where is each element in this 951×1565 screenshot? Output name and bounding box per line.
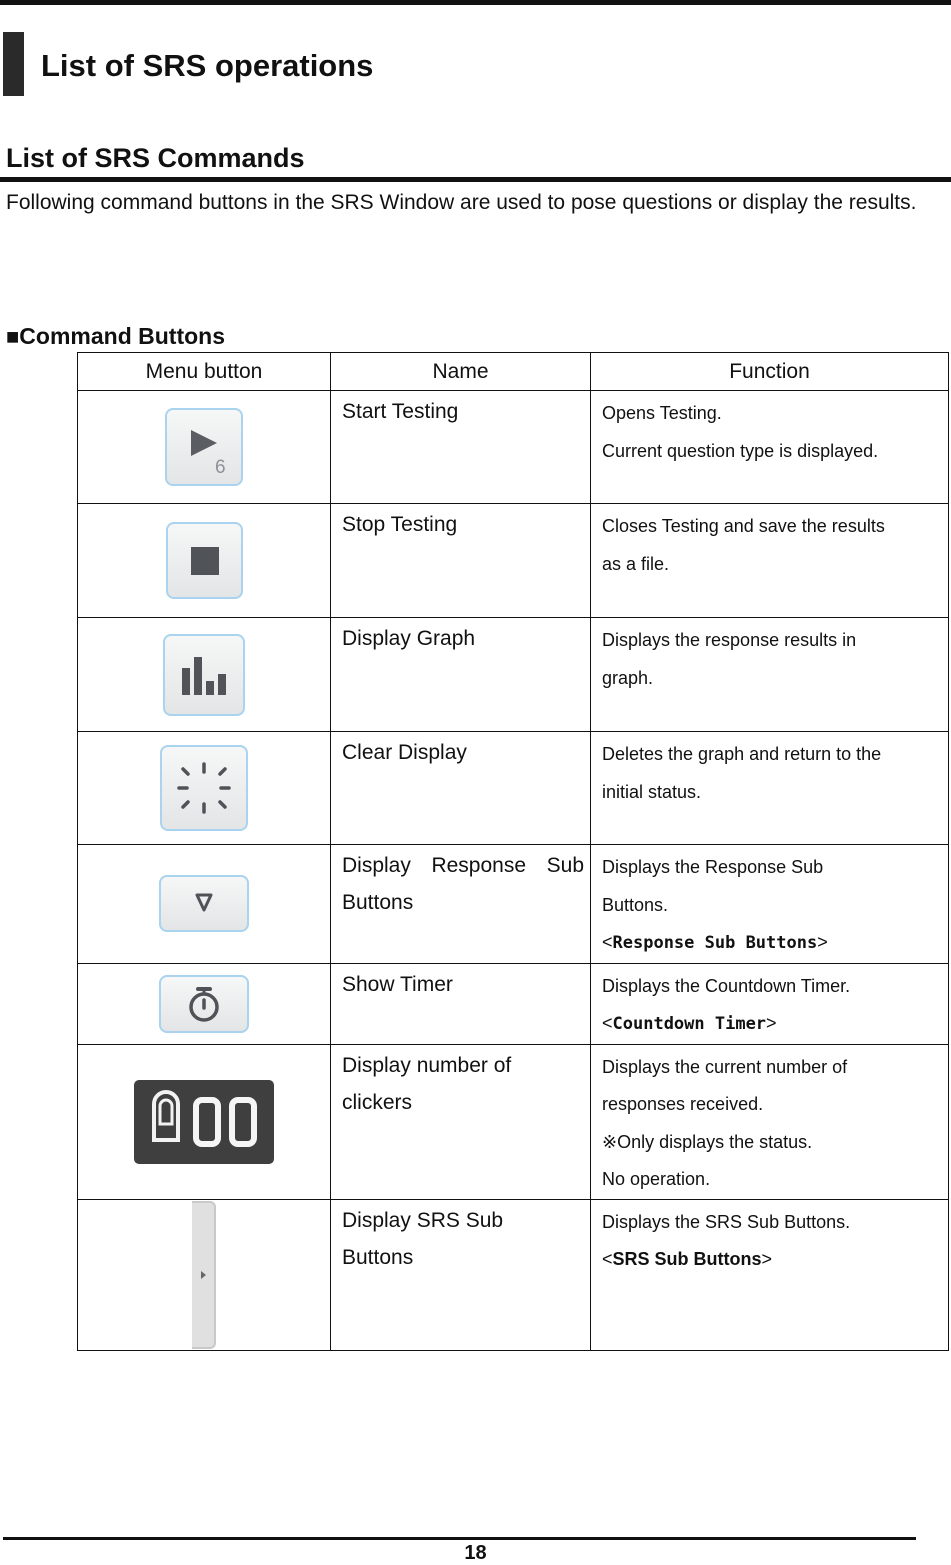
- table-row: [78, 618, 949, 732]
- subsection-title: [6, 323, 225, 350]
- function-line: Displays the SRS Sub Buttons.: [602, 1211, 851, 1232]
- name-cell: Show Timer: [331, 963, 591, 1044]
- name-line: Display SRS Sub: [342, 1208, 504, 1232]
- response-sub-buttons-link[interactable]: Response Sub Buttons: [612, 933, 818, 953]
- function-link-line: <SRS Sub Buttons>: [602, 1249, 773, 1269]
- function-line: ※Only displays the status.: [602, 1131, 813, 1152]
- srs-sub-buttons-link[interactable]: SRS Sub Buttons: [612, 1249, 762, 1269]
- table-row: [78, 391, 949, 504]
- table-row: [78, 504, 949, 618]
- countdown-timer-link[interactable]: Countdown Timer: [612, 1014, 767, 1034]
- section-rule: [0, 177, 951, 182]
- name-cell: Display Graph: [331, 618, 591, 732]
- footer-rule: [3, 1537, 916, 1540]
- section-title: List of SRS Commands: [6, 143, 305, 173]
- stop-testing-button[interactable]: [166, 522, 243, 599]
- function-line: Current question type is displayed.: [602, 440, 879, 461]
- table-header-row: [78, 353, 949, 391]
- name-line: Display Response Sub: [342, 854, 584, 877]
- function-cell: [591, 504, 949, 618]
- name-line: Buttons: [342, 891, 414, 914]
- function-line: Buttons.: [602, 894, 669, 915]
- table-row: [78, 1199, 949, 1350]
- section-intro: Following command buttons in the SRS Window are used to pose questions or display the results.: [6, 191, 917, 214]
- clear-display-button[interactable]: [160, 745, 248, 831]
- function-line: Displays the Response Sub: [602, 857, 824, 877]
- square-bullet-icon: ■: [6, 324, 20, 349]
- name-line: clickers: [342, 1090, 413, 1114]
- command-buttons-table: [77, 352, 949, 1351]
- menu-button-cell: [78, 1199, 331, 1350]
- table-row: [78, 1044, 949, 1199]
- show-timer-button[interactable]: [159, 975, 249, 1033]
- chapter-marker-bar: [3, 32, 24, 96]
- header-function: Function: [591, 353, 949, 391]
- name-line: Buttons: [342, 1245, 414, 1269]
- clear-icon: [162, 747, 246, 829]
- table-row: [78, 963, 949, 1044]
- question-type-number: 6: [215, 457, 226, 478]
- srs-sub-buttons-tab[interactable]: [192, 1201, 216, 1349]
- function-cell: [591, 1044, 949, 1199]
- chapter-title: List of SRS operations: [41, 48, 374, 83]
- display-graph-button[interactable]: [163, 634, 245, 716]
- function-line: Displays the current number of: [602, 1056, 848, 1077]
- clicker-icon: [134, 1080, 274, 1164]
- play-icon: [167, 410, 241, 484]
- page-number: 18: [464, 1542, 487, 1564]
- name-cell: [331, 1044, 591, 1199]
- menu-button-cell: [78, 732, 331, 845]
- function-link-line: <Countdown Timer>: [602, 1013, 777, 1034]
- function-line: graph.: [602, 667, 654, 688]
- subsection-title-text: Command Buttons: [19, 323, 226, 349]
- name-cell: [331, 845, 591, 964]
- header-menu-button: Menu button: [78, 353, 331, 391]
- function-line: Closes Testing and save the results: [602, 516, 885, 536]
- bar-chart-icon: [165, 636, 243, 714]
- function-line: Displays the Countdown Timer.: [602, 975, 851, 996]
- table-row: [78, 732, 949, 845]
- function-line: Deletes the graph and return to the: [602, 744, 882, 764]
- name-cell: Stop Testing: [331, 504, 591, 618]
- function-line: No operation.: [602, 1169, 711, 1189]
- response-sub-buttons-button[interactable]: [159, 875, 249, 932]
- function-line: Opens Testing.: [602, 403, 722, 423]
- name-cell: Start Testing: [331, 391, 591, 504]
- triangle-down-icon: [161, 877, 247, 930]
- function-cell: [591, 1199, 949, 1350]
- clicker-counter-display: [134, 1080, 274, 1164]
- function-line: as a file.: [602, 553, 670, 574]
- menu-button-cell: [78, 1044, 331, 1199]
- function-line: responses received.: [602, 1094, 764, 1114]
- menu-button-cell: [78, 618, 331, 732]
- menu-button-cell: [78, 391, 331, 504]
- name-cell: Clear Display: [331, 732, 591, 845]
- name-line: Display number of: [342, 1053, 512, 1077]
- menu-button-cell: [78, 963, 331, 1044]
- function-cell: [591, 391, 949, 504]
- menu-button-cell: [78, 845, 331, 964]
- function-line: initial status.: [602, 781, 702, 802]
- name-cell: [331, 1199, 591, 1350]
- function-cell: [591, 845, 949, 964]
- table-row: [78, 845, 949, 964]
- top-rule: [0, 0, 951, 5]
- header-name: Name: [331, 353, 591, 391]
- function-cell: [591, 618, 949, 732]
- function-link-line: <Response Sub Buttons>: [602, 932, 828, 953]
- stop-icon: [168, 524, 241, 597]
- chevron-right-icon: [192, 1203, 212, 1347]
- function-line: Displays the response results in: [602, 630, 857, 650]
- function-cell: [591, 732, 949, 845]
- start-testing-button[interactable]: [165, 408, 243, 486]
- stopwatch-icon: [161, 977, 247, 1031]
- function-cell: [591, 963, 949, 1044]
- menu-button-cell: [78, 504, 331, 618]
